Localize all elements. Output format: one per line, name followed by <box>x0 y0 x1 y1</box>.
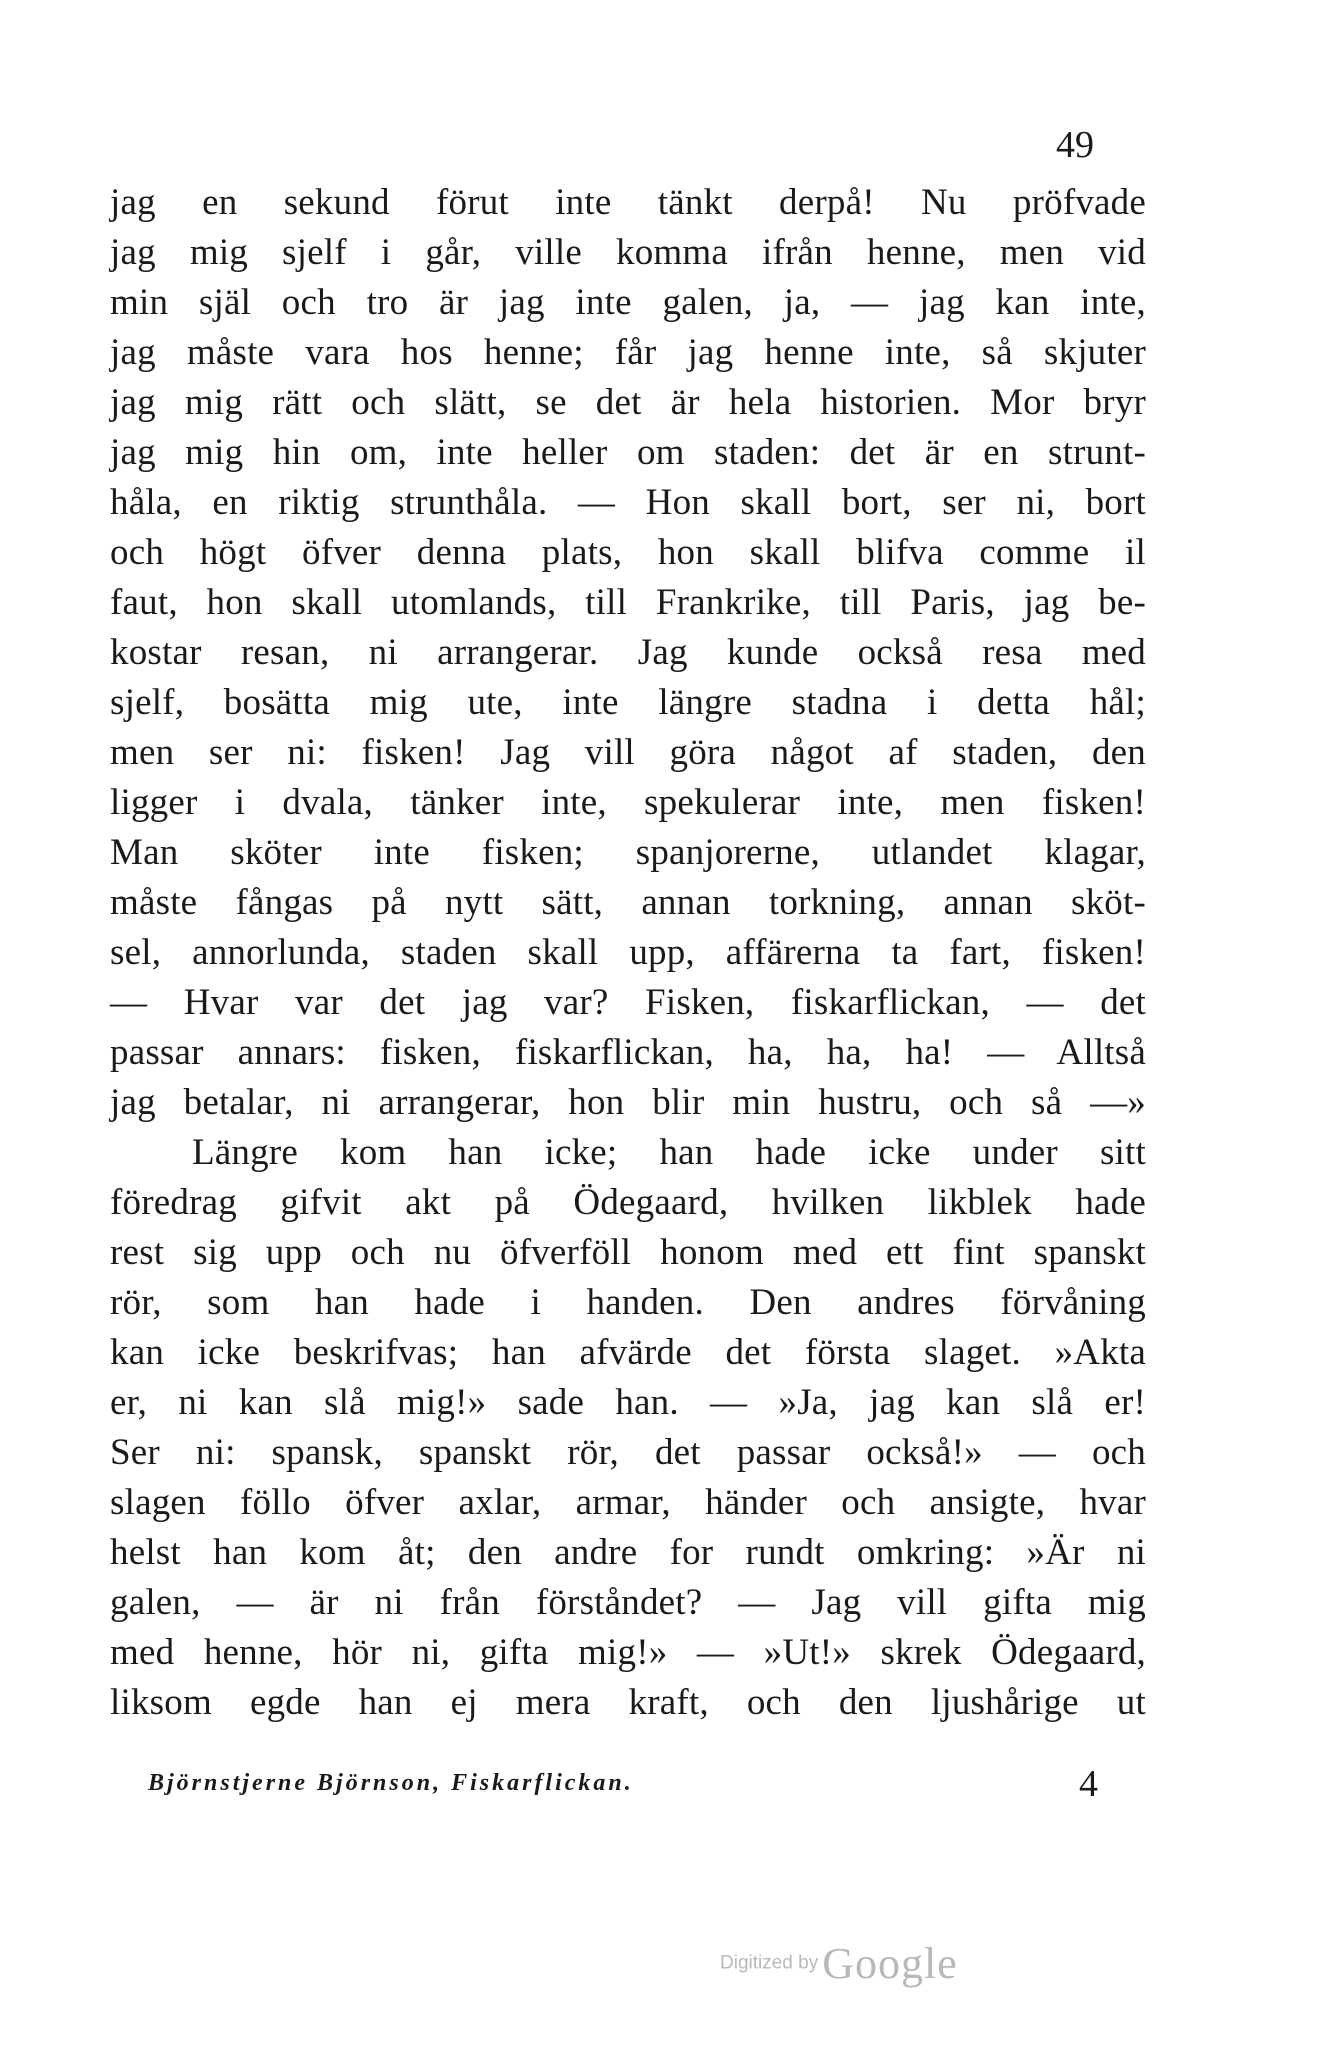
text-line: faut, hon skall utomlands, till Frankrike, till Paris, jag be- <box>110 582 1146 623</box>
text-line: rest sig upp och nu öfverföll honom med ett fint spanskt <box>110 1232 1146 1273</box>
text-line: sel, annorlunda, staden skall upp, affärerna ta fart, fisken! <box>110 932 1146 973</box>
text-line: jag en sekund förut inte tänkt derpå! Nu pröfvade <box>110 182 1146 223</box>
text-line: kostar resan, ni arrangerar. Jag kunde också resa med <box>110 632 1146 673</box>
text-line: jag måste vara hos henne; får jag henne inte, så skjuter <box>110 332 1146 373</box>
watermark-logo: Google <box>822 1939 958 1988</box>
body-text <box>110 178 1146 1728</box>
signature-mark: Björnstjerne Björnson, Fiskarflickan. <box>148 1770 634 1796</box>
text-line: jag mig hin om, inte heller om staden: det är en strunt- <box>110 432 1146 473</box>
page-number: 49 <box>1056 124 1094 166</box>
text-line: Ser ni: spansk, spanskt rör, det passar också!» — och <box>110 1432 1146 1473</box>
text-line: ligger i dvala, tänker inte, spekulerar inte, men fisken! <box>110 782 1146 823</box>
text-line: och högt öfver denna plats, hon skall blifva comme il <box>110 532 1146 573</box>
text-line: med henne, hör ni, gifta mig!» — »Ut!» skrek Ödegaard, <box>110 1632 1146 1673</box>
text-line: — Hvar var det jag var? Fisken, fiskarflickan, — det <box>110 982 1146 1023</box>
text-line: er, ni kan slå mig!» sade han. — »Ja, jag kan slå er! <box>110 1382 1146 1423</box>
text-line: jag betalar, ni arrangerar, hon blir min hustru, och så —» <box>110 1082 1146 1123</box>
text-line: min själ och tro är jag inte galen, ja, — jag kan inte, <box>110 282 1146 323</box>
text-line: jag mig sjelf i går, ville komma ifrån henne, men vid <box>110 232 1146 273</box>
text-line: kan icke beskrifvas; han afvärde det första slaget. »Akta <box>110 1332 1146 1373</box>
text-line: men ser ni: fisken! Jag vill göra något af staden, den <box>110 732 1146 773</box>
text-line: liksom egde han ej mera kraft, och den ljushårige ut <box>110 1682 1146 1723</box>
text-line: föredrag gifvit akt på Ödegaard, hvilken likblek hade <box>110 1182 1146 1223</box>
digitization-watermark <box>720 1938 958 1989</box>
text-line: passar annars: fisken, fiskarflickan, ha, ha, ha! — Alltså <box>110 1032 1146 1073</box>
text-line: jag mig rätt och slätt, se det är hela historien. Mor bryr <box>110 382 1146 423</box>
text-line: helst han kom åt; den andre for rundt omkring: »Är ni <box>110 1532 1146 1573</box>
text-line: rör, som han hade i handen. Den andres förvåning <box>110 1282 1146 1323</box>
paragraph-start-line: Längre kom han icke; han hade icke under sitt <box>192 1132 1146 1173</box>
text-line: galen, — är ni från förståndet? — Jag vill gifta mig <box>110 1582 1146 1623</box>
text-line: Man sköter inte fisken; spanjorerne, utlandet klagar, <box>110 832 1146 873</box>
text-line: sjelf, bosätta mig ute, inte längre stadna i detta hål; <box>110 682 1146 723</box>
text-line: slagen föllo öfver axlar, armar, händer och ansigte, hvar <box>110 1482 1146 1523</box>
text-line: måste fångas på nytt sätt, annan torkning, annan sköt- <box>110 882 1146 923</box>
page-footer <box>148 1762 1108 1805</box>
sheet-number: 4 <box>1079 1763 1098 1805</box>
text-line: håla, en riktig strunthåla. — Hon skall bort, ser ni, bort <box>110 482 1146 523</box>
watermark-prefix: Digitized by <box>720 1952 819 1974</box>
